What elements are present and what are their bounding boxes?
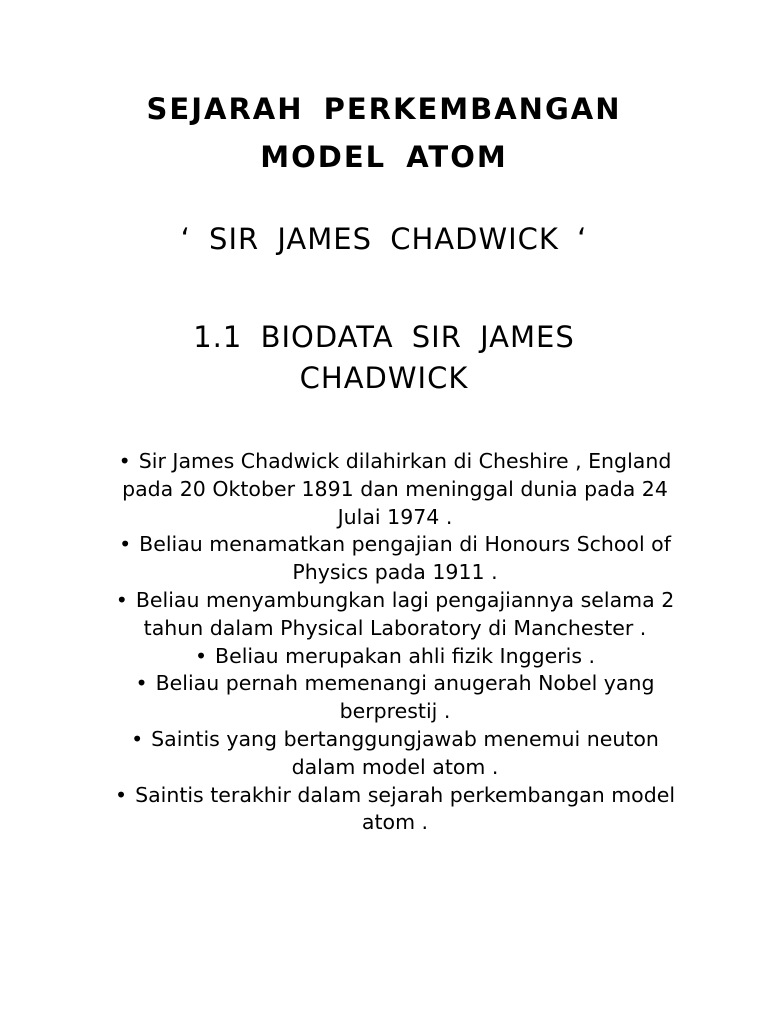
bullet-item xyxy=(100,643,690,671)
bullet-icon: • xyxy=(119,532,132,557)
bullet-text: Sir James Chadwick dilahirkan di Cheshire , England pada 20 Oktober 1891 dan meninggal dunia pada 24 Julai 1974 . xyxy=(122,449,672,529)
bullet-item xyxy=(100,782,690,838)
bullet-icon: • xyxy=(131,726,144,751)
bullet-item xyxy=(100,531,690,587)
subtitle: ‘ SIR JAMES CHADWICK ‘ xyxy=(180,222,588,256)
bullet-text: Beliau merupakan ahli fizik Inggeris . xyxy=(215,643,596,668)
bullet-text: Saintis terakhir dalam sejarah perkembangan model atom . xyxy=(135,782,676,835)
bullet-icon: • xyxy=(135,671,148,696)
section-heading-line-2: CHADWICK xyxy=(299,361,469,395)
bullet-text: Beliau menamatkan pengajian di Honours School of Physics pada 1911 . xyxy=(139,532,671,585)
title-line-2: MODEL ATOM xyxy=(260,140,508,174)
bullet-icon: • xyxy=(114,782,128,807)
bullet-icon: • xyxy=(115,587,128,612)
biodata-bullet-list xyxy=(100,448,690,837)
section-heading-line-1: 1.1 BIODATA SIR JAMES xyxy=(193,320,575,354)
bullet-text: Beliau menyambungkan lagi pengajiannya selama 2 tahun dalam Physical Laboratory di Manchester . xyxy=(135,587,675,640)
bullet-item xyxy=(100,587,690,643)
title-line-1: SEJARAH PERKEMBANGAN xyxy=(146,92,622,126)
bullet-item xyxy=(100,726,690,782)
bullet-item xyxy=(100,448,690,531)
bullet-icon: • xyxy=(194,643,208,668)
bullet-item xyxy=(100,670,690,726)
bullet-text: Saintis yang bertanggungjawab menemui neuton dalam model atom . xyxy=(151,726,659,779)
bullet-text: Beliau pernah memenangi anugerah Nobel yang berprestij . xyxy=(155,671,655,724)
bullet-icon: • xyxy=(118,449,131,473)
